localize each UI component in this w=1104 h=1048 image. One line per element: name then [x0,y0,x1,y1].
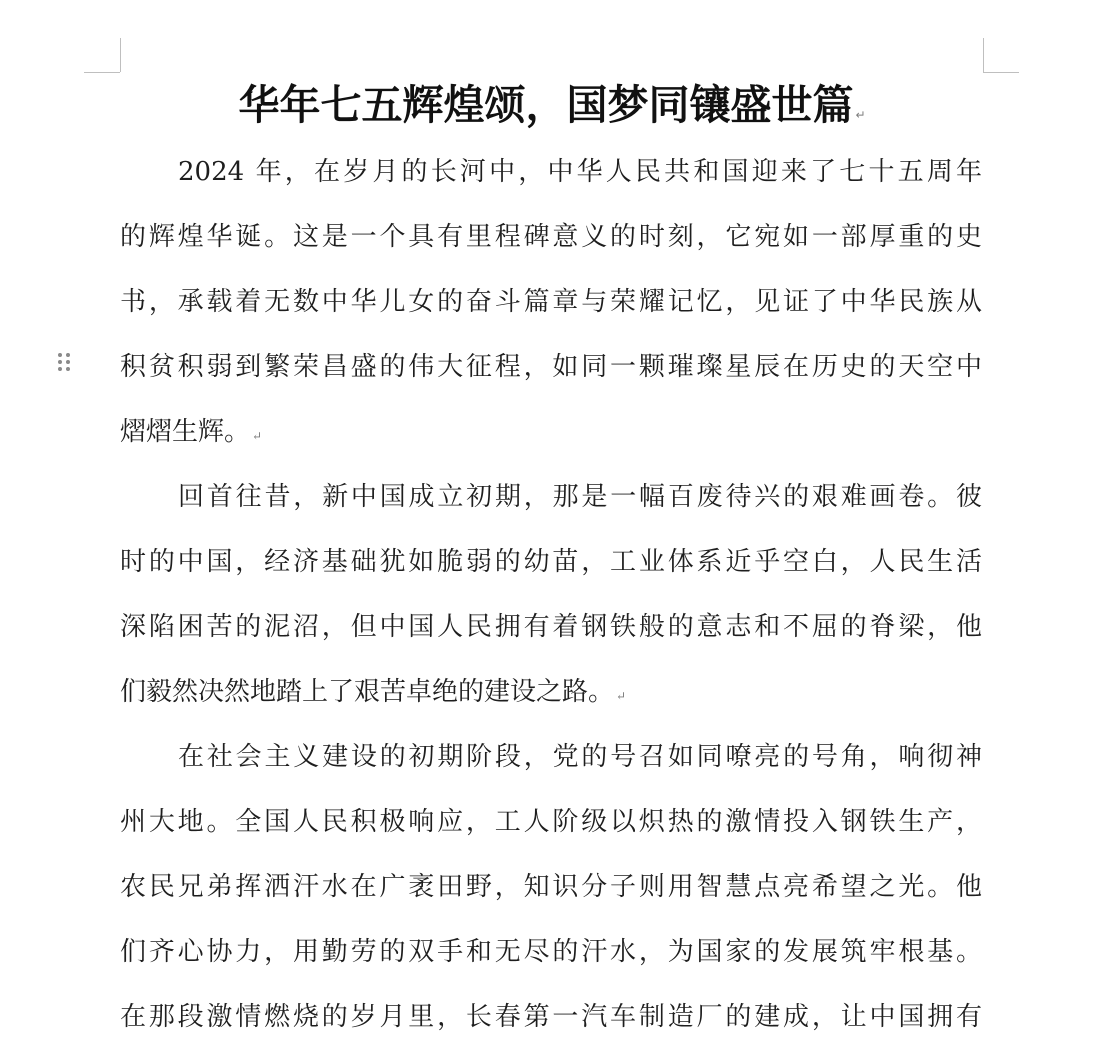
document-title[interactable] [120,76,984,144]
text-line: 书，承载着无数中华儿女的奋斗篇章与荣耀记忆，见证了中华民族从 [120,287,982,317]
paragraph-mark-icon: ↵ [616,689,627,703]
document-body[interactable] [120,140,982,1048]
text-line: 深陷困苦的泥沼，但中国人民拥有着钢铁般的意志和不屈的脊梁，他 [120,612,982,642]
paragraph[interactable] [120,465,982,725]
text-line: 的辉煌华诞。这是一个具有里程碑意义的时刻，它宛如一部厚重的史 [120,222,982,252]
paragraph-mark-icon: ↵ [855,108,866,122]
paragraph[interactable] [120,140,982,465]
text-line: 在社会主义建设的初期阶段，党的号召如同嘹亮的号角，响彻神 [178,742,982,772]
crop-mark-top-right-horizontal [983,72,1019,73]
text-line: 农民兄弟挥洒汗水在广袤田野，知识分子则用智慧点亮希望之光。他 [120,872,982,902]
crop-mark-top-right-vertical [983,38,984,72]
text-line: 回首往昔，新中国成立初期，那是一幅百废待兴的艰难画卷。彼 [178,482,982,512]
text-line: 们齐心协力，用勤劳的双手和无尽的汗水，为国家的发展筑牢根基。 [120,937,982,967]
text-line-content: 们毅然决然地踏上了艰苦卓绝的建设之路。 [120,677,615,707]
crop-mark-top-left-vertical [120,38,121,72]
text-line: 在那段激情燃烧的岁月里，长春第一汽车制造厂的建成，让中国拥有 [120,1002,982,1032]
text-line: 时的中国，经济基础犹如脆弱的幼苗，工业体系近乎空白，人民生活 [120,547,982,577]
text-line: 积贫积弱到繁荣昌盛的伟大征程，如同一颗璀璨星辰在历史的天空中 [120,352,982,382]
paragraph-drag-handle-icon[interactable] [58,353,72,375]
text-line-content: 熠熠生辉。 [120,417,251,447]
paragraph[interactable] [120,725,982,1048]
text-line: 州大地。全国人民积极响应，工人阶级以炽热的激情投入钢铁生产， [120,807,982,837]
paragraph-mark-icon: ↵ [252,429,263,443]
text-line: 2024 年，在岁月的长河中，中华人民共和国迎来了七十五周年 [178,157,982,187]
text-line-last [120,400,982,465]
text-line-last [120,660,982,725]
document-title-text: 华年七五辉煌颂，国梦同镶盛世篇 [238,81,854,129]
crop-mark-top-left-horizontal [84,72,120,73]
